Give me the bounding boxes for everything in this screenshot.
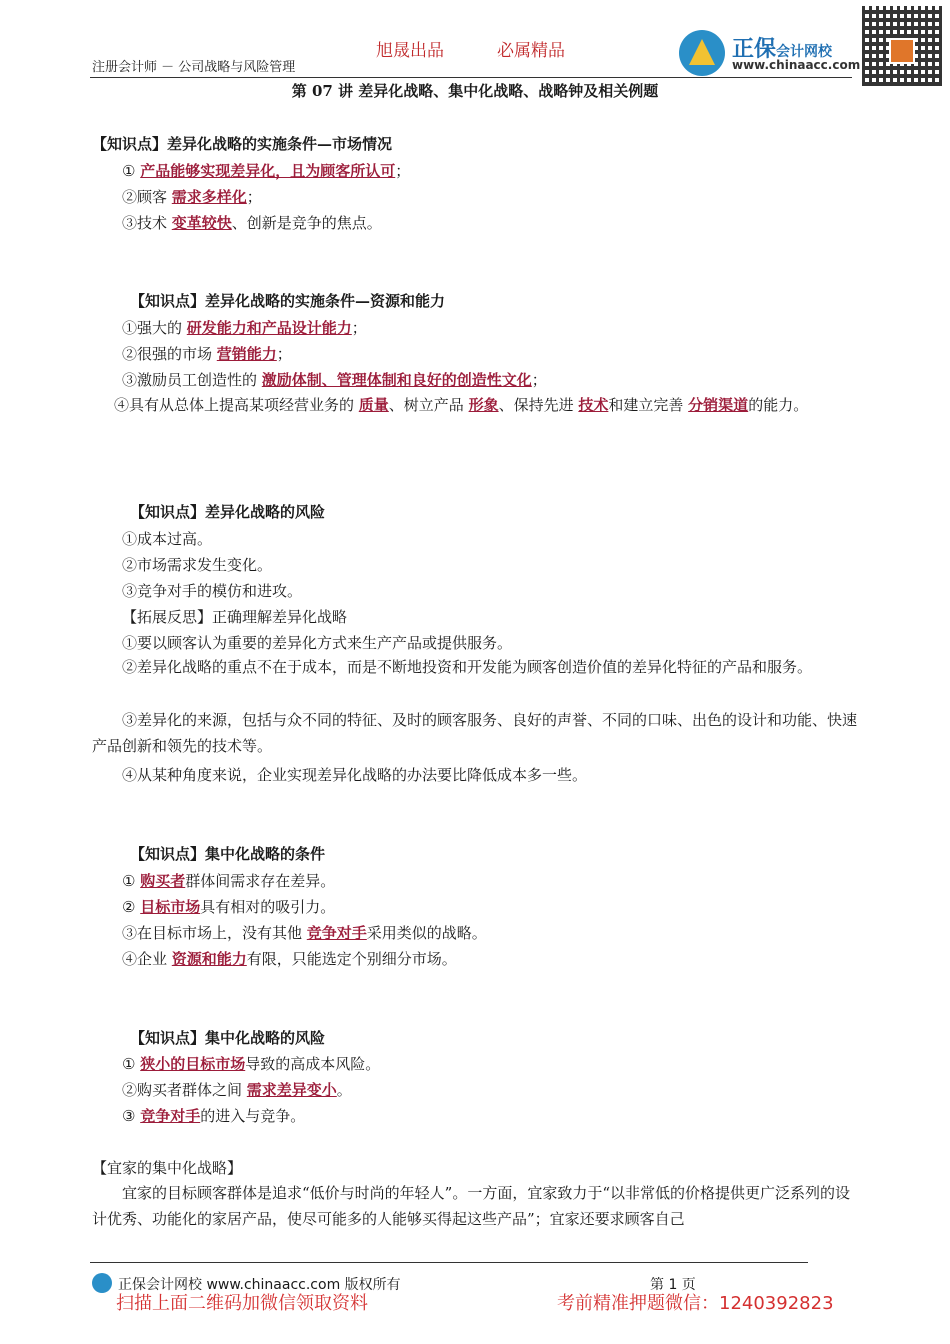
list-item: ② 目标市场具有相对的吸引力。: [122, 898, 336, 916]
promo-right: 考前精准押题微信：1240392823: [557, 1293, 834, 1314]
keyword: 激励体制、管理体制和良好的创造性文化: [261, 371, 532, 389]
slogan-2: 必属精品: [497, 41, 565, 61]
keyword: 营销能力: [216, 345, 277, 363]
footer-logo-icon: [92, 1273, 112, 1293]
list-item: ① 产品能够实现差异化，且为顾客所认可；: [122, 162, 411, 180]
keyword: 产品能够实现差异化，且为顾客所认可: [140, 162, 396, 180]
keyword: 狭小的目标市场: [140, 1055, 246, 1073]
keyword: 形象: [468, 396, 499, 414]
list-item: ① 狭小的目标市场导致的高成本风险。: [122, 1055, 381, 1073]
section-heading: 【宜家的集中化战略】: [92, 1159, 243, 1177]
list-item: ②市场需求发生变化。: [122, 556, 273, 574]
keyword: 需求多样化: [171, 188, 247, 206]
list-item: ③在目标市场上，没有其他 竞争对手采用类似的战略。: [122, 924, 487, 942]
list-item: ①强大的 研发能力和产品设计能力；: [122, 319, 367, 337]
list-item: ① 购买者群体间需求存在差异。: [122, 872, 336, 890]
brand-url: www.chinaacc.com: [732, 58, 861, 72]
keyword: 目标市场: [140, 898, 201, 916]
section-heading: 【知识点】集中化战略的条件: [130, 845, 326, 863]
section-heading: 【知识点】差异化战略的实施条件—市场情况: [92, 135, 393, 153]
promo-left: 扫描上面二维码加微信领取资料: [116, 1293, 368, 1314]
brand-logo-icon: [679, 30, 725, 76]
keyword: 竞争对手: [306, 924, 367, 942]
keyword: 资源和能力: [171, 950, 247, 968]
list-item: ②差异化战略的重点不在于成本，而是不断地投资和开发能为顾客创造价值的差异化特征的产品和服务。: [122, 658, 813, 676]
list-item: ④具有从总体上提高某项经营业务的 质量、树立产品 形象、保持先进 技术和建立完善 分销渠道的能力。: [114, 396, 809, 414]
sub-heading: 【拓展反思】正确理解差异化战略: [122, 608, 348, 626]
list-item: ④从某种角度来说，企业实现差异化战略的办法要比降低成本多一些。: [122, 766, 588, 784]
list-item: ③ 竞争对手的进入与竞争。: [122, 1107, 306, 1125]
list-item: ③差异化的来源，包括与众不同的特征、及时的顾客服务、良好的声誉、不同的口味、出色的设计和功能、快速产品创新和领先的技术等。: [92, 711, 858, 755]
slogan-1: 旭晟出品: [376, 41, 444, 61]
list-item: ①要以顾客认为重要的差异化方式来生产产品或提供服务。: [122, 634, 513, 652]
keyword: 研发能力和产品设计能力: [186, 319, 352, 337]
list-item: ③激励员工创造性的 激励体制、管理体制和良好的创造性文化；: [122, 371, 547, 389]
paragraph: 宜家的目标顾客群体是追求“低价与时尚的年轻人”。一方面，宜家致力于“以非常低的价格提供更广泛系列的设计优秀、功能化的家居产品，使尽可能多的人能够买得起这些产品”；宜家还要求顾客自己: [92, 1184, 851, 1228]
keyword: 分销渠道: [688, 396, 749, 414]
list-item: ②很强的市场 营销能力；: [122, 345, 292, 363]
header-divider: [90, 77, 852, 78]
keyword: 质量: [358, 396, 389, 414]
qr-badge-icon: [889, 38, 915, 64]
keyword: 变革较快: [171, 214, 232, 232]
footer-divider: [90, 1262, 808, 1263]
section-heading: 【知识点】差异化战略的风险: [130, 503, 326, 521]
keyword: 竞争对手: [140, 1107, 201, 1125]
course-name: 注册会计师 － 公司战略与风险管理: [92, 60, 296, 75]
list-item: ②顾客 需求多样化；: [122, 188, 262, 206]
list-item: ③技术 变革较快、创新是竞争的焦点。: [122, 214, 382, 232]
list-item: ②购买者群体之间 需求差异变小。: [122, 1081, 352, 1099]
footer-copyright: 正保会计网校 www.chinaacc.com 版权所有: [118, 1277, 401, 1293]
list-item: ③竞争对手的模仿和进攻。: [122, 582, 303, 600]
page-title: 第 07 讲 差异化战略、集中化战略、战略钟及相关例题: [291, 82, 659, 100]
list-item: ④企业 资源和能力有限，只能选定个别细分市场。: [122, 950, 457, 968]
keyword: 技术: [578, 396, 609, 414]
brand-name: 正保会计网校: [732, 37, 833, 62]
section-heading: 【知识点】差异化战略的实施条件—资源和能力: [130, 292, 446, 310]
list-item: ①成本过高。: [122, 530, 213, 548]
keyword: 需求差异变小: [246, 1081, 337, 1099]
brand-sub: 会计网校: [776, 44, 833, 60]
keyword: 购买者: [140, 872, 186, 890]
section-heading: 【知识点】集中化战略的风险: [130, 1029, 326, 1047]
page-number: 第 1 页: [650, 1277, 696, 1293]
